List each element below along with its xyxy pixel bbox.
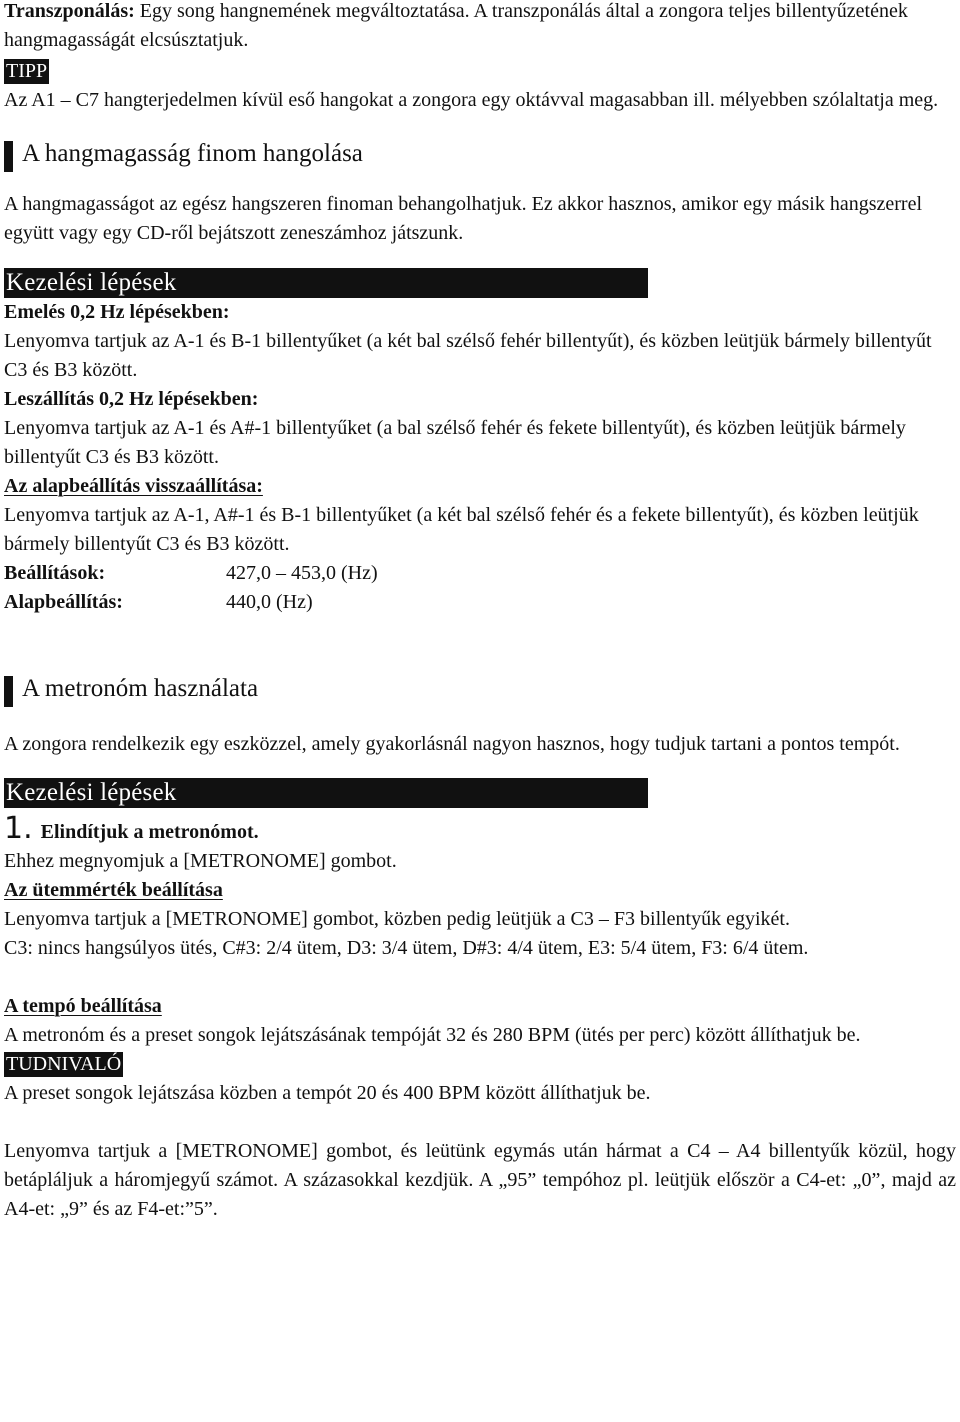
note-tag: TUDNIVALÓ	[6, 1053, 122, 1075]
transpose-paragraph	[4, 0, 956, 55]
beat-heading-text: Az ütemmérték beállítása	[4, 879, 223, 901]
metronome-steps-bar: Kezelési lépések	[4, 778, 648, 808]
metronome-intro: A zongora rendelkezik egy eszközzel, amely gyakorlásnál nagyon hasznos, hogy tudjuk tartani a pontos tempót.	[4, 733, 900, 755]
metronome-title: A metronóm használata	[22, 675, 259, 702]
tip-box	[4, 57, 956, 86]
metronome-section-title	[4, 673, 956, 705]
transpose-text: Egy song hangnemének megváltoztatása. A transzponálás által a zongora teljes billentyűzetének hangmagasságát elcsúsztatjuk.	[4, 0, 908, 51]
section-bar-icon	[4, 676, 13, 707]
default-label: Alapbeállítás:	[4, 591, 123, 613]
section-bar-icon	[4, 141, 13, 172]
settings-row	[4, 559, 956, 588]
lower-label	[4, 385, 956, 414]
note-box	[4, 1050, 956, 1079]
reset-label	[4, 472, 956, 501]
default-row	[4, 588, 956, 617]
default-value: 440,0 (Hz)	[226, 591, 313, 613]
step-1-number: 1.	[4, 811, 33, 846]
tempo-heading	[4, 992, 956, 1021]
settings-value: 427,0 – 453,0 (Hz)	[226, 562, 378, 584]
tempo-heading-text: A tempó beállítása	[4, 995, 162, 1017]
reset-label-text: Az alapbeállítás visszaállítása:	[4, 475, 263, 497]
tuning-intro: A hangmagasságot az egész hangszeren finoman behangolhatjuk. Ez akkor hasznos, amikor egy másik hangszerrel együtt vagy egy CD-ről bejátszott zeneszámhoz játszunk.	[4, 193, 923, 244]
beat-heading	[4, 876, 956, 905]
tuning-section-title	[4, 138, 956, 170]
settings-label: Beállítások:	[4, 562, 106, 584]
manual-page	[4, 0, 956, 1224]
raise-label-text: Emelés 0,2 Hz lépésekben:	[4, 301, 230, 323]
step-1-title: Elindítjuk a metronómot.	[40, 821, 259, 843]
step-1	[4, 811, 956, 847]
transpose-label: Transzponálás:	[4, 0, 135, 22]
raise-label	[4, 298, 956, 327]
reset-text: Lenyomva tartjuk az A-1, A#-1 és B-1 billentyűket (a két bal szélső fehér és a fekete billentyűt), és közben leütjük bármely billentyűt C3 és B3 között.	[4, 504, 919, 555]
note-text: A preset songok lejátszása közben a tempót 20 és 400 BPM között állíthatjuk be.	[4, 1082, 651, 1104]
tuning-steps-bar: Kezelési lépések	[4, 268, 648, 298]
beat-text: Lenyomva tartjuk a [METRONOME] gombot, közben pedig leütjük a C3 – F3 billentyűk egyikét.	[4, 908, 790, 930]
tempo-text: A metronóm és a preset songok lejátszásának tempóját 32 és 280 BPM (ütés per perc) között állíthatjuk be.	[4, 1024, 861, 1046]
step-1-text: Ehhez megnyomjuk a [METRONOME] gombot.	[4, 850, 397, 872]
tuning-title: A hangmagasság finom hangolása	[22, 140, 363, 167]
tip-text: Az A1 – C7 hangterjedelmen kívül eső hangokat a zongora egy oktávval magasabban ill. mélyebben szólaltatja meg.	[4, 89, 939, 111]
lower-text: Lenyomva tartjuk az A-1 és A#-1 billentyűket (a bal szélső fehér és fekete billentyűt), és közben leütjük bármely billentyűt C3 és B3 között.	[4, 417, 906, 468]
tip-tag: TIPP	[6, 60, 48, 82]
beat-list: C3: nincs hangsúlyos ütés, C#3: 2/4 ütem, D3: 3/4 ütem, D#3: 4/4 ütem, E3: 5/4 ütem, F3: 6/4 ütem.	[4, 937, 809, 959]
final-paragraph: Lenyomva tartjuk a [METRONOME] gombot, és leütünk egymás után hármat a C4 – A4 billentyűk közül, hogy betápláljuk a háromjegyű számot. A százasokkal kezdjük. A „95” tempóhoz pl. leütjük először a C4-et: „0”, majd az A4-et: „9” és az F4-et:”5”.	[4, 1140, 956, 1220]
raise-text: Lenyomva tartjuk az A-1 és B-1 billentyűket (a két bal szélső fehér billentyűt), és közben leütjük bármely billentyűt C3 és B3 között.	[4, 330, 932, 381]
lower-label-text: Leszállítás 0,2 Hz lépésekben:	[4, 388, 259, 410]
